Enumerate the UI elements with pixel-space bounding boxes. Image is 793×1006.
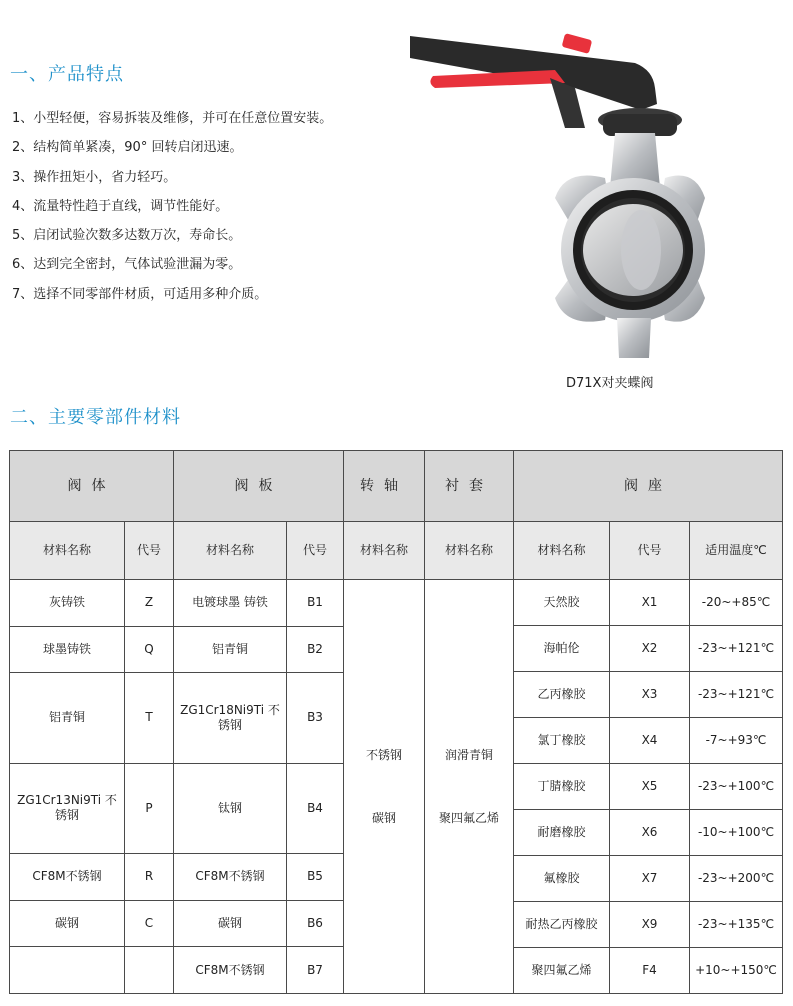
body-code: Z — [125, 580, 174, 627]
disc-code: B5 — [287, 854, 344, 901]
feature-item: 2、结构简单紧凑，90° 回转启闭迅速。 — [12, 140, 243, 156]
shaft-cell — [344, 580, 425, 994]
seat-temp: -20~+85℃ — [690, 580, 783, 626]
disc-code: B2 — [287, 626, 344, 673]
sub-header-name: 材料名称 — [10, 522, 125, 580]
seat-code: X3 — [610, 672, 690, 718]
feature-item: 3、操作扭矩小，省力轻巧。 — [12, 169, 177, 185]
seat-code: X1 — [610, 580, 690, 626]
seat-code: X6 — [610, 810, 690, 856]
body-name: ZG1Cr13Ni9Ti 不锈钢 — [10, 763, 125, 853]
materials-title: 二、主要零部件材料 — [10, 407, 181, 428]
seat-temp: -23~+135℃ — [690, 902, 783, 948]
disc-code: B7 — [287, 947, 344, 994]
seat-name: 聚四氟乙烯 — [514, 948, 610, 994]
bushing-material: 聚四氟乙烯 — [438, 811, 499, 825]
body-code: T — [125, 673, 174, 763]
seat-temp: -23~+121℃ — [690, 672, 783, 718]
seat-code: X5 — [610, 764, 690, 810]
disc-name: ZG1Cr18Ni9Ti 不锈钢 — [174, 673, 287, 763]
seat-code: F4 — [610, 948, 690, 994]
group-header-disc: 阀板 — [174, 451, 344, 522]
shaft-material: 碳钢 — [371, 811, 396, 825]
seat-temp: -23~+200℃ — [690, 856, 783, 902]
disc-code: B3 — [287, 673, 344, 763]
body-code: Q — [125, 626, 174, 673]
feature-item: 6、达到完全密封，气体试验泄漏为零。 — [12, 257, 242, 273]
sub-header-name: 材料名称 — [425, 522, 514, 580]
group-header-shaft: 转轴 — [344, 451, 425, 522]
feature-item: 4、流量特性趋于直线，调节性能好。 — [12, 198, 229, 214]
sub-header-name: 材料名称 — [344, 522, 425, 580]
seat-name: 耐热乙丙橡胶 — [514, 902, 610, 948]
butterfly-valve-image — [405, 28, 705, 368]
disc-name: 电镀球墨 铸铁 — [174, 580, 287, 627]
seat-name: 海帕伦 — [514, 626, 610, 672]
body-name: 碳钢 — [10, 900, 125, 947]
product-caption: D71X对夹蝶阀 — [566, 376, 654, 391]
disc-code: B4 — [287, 763, 344, 853]
feature-item: 1、小型轻便，容易拆装及维修，并可在任意位置安装。 — [12, 111, 333, 126]
body-code: C — [125, 900, 174, 947]
disc-name: 铝青铜 — [174, 626, 287, 673]
group-header-body: 阀体 — [10, 451, 174, 522]
sub-header-code: 代号 — [287, 522, 344, 580]
sub-header-name: 材料名称 — [174, 522, 287, 580]
sub-header-temp: 适用温度℃ — [705, 543, 767, 557]
disc-name: CF8M不锈钢 — [174, 854, 287, 901]
seat-name: 乙丙橡胶 — [514, 672, 610, 718]
bushing-material: 润滑青铜 — [444, 748, 493, 762]
disc-name: CF8M不锈钢 — [174, 947, 287, 994]
body-code — [125, 947, 174, 994]
disc-code: B1 — [287, 580, 344, 627]
body-name: 铝青铜 — [10, 673, 125, 763]
body-name — [10, 947, 125, 994]
group-header-seat: 阀座 — [514, 451, 783, 522]
disc-name: 钛钢 — [174, 763, 287, 853]
body-code: P — [125, 763, 174, 853]
seat-name: 氟橡胶 — [514, 856, 610, 902]
disc-code: B6 — [287, 900, 344, 947]
body-name: 球墨铸铁 — [10, 626, 125, 673]
seat-cell — [514, 580, 783, 994]
features-list — [12, 108, 332, 313]
seat-temp: -23~+121℃ — [690, 626, 783, 672]
body-name: CF8M不锈钢 — [10, 854, 125, 901]
seat-code: X4 — [610, 718, 690, 764]
sub-header-name: 材料名称 — [514, 522, 610, 579]
seat-temp: -10~+100℃ — [690, 810, 783, 856]
seat-code: X9 — [610, 902, 690, 948]
seat-table — [514, 580, 782, 993]
features-title: 一、产品特点 — [10, 64, 124, 85]
body-name: 灰铸铁 — [10, 580, 125, 627]
seat-temp: +10~+150℃ — [695, 963, 777, 977]
seat-name: 耐磨橡胶 — [514, 810, 610, 856]
sub-header-code: 代号 — [610, 522, 690, 579]
shaft-material: 不锈钢 — [365, 748, 402, 762]
disc-name: 碳钢 — [174, 900, 287, 947]
seat-code: X7 — [610, 856, 690, 902]
seat-name: 丁腈橡胶 — [514, 764, 610, 810]
sub-header-code: 代号 — [125, 522, 174, 580]
feature-item: 5、启闭试验次数多达数万次，寿命长。 — [12, 228, 242, 244]
seat-name: 天然胶 — [514, 580, 610, 626]
seat-name: 氯丁橡胶 — [514, 718, 610, 764]
seat-temp: -23~+100℃ — [690, 764, 783, 810]
seat-sub-header — [514, 522, 783, 580]
bushing-cell — [425, 580, 514, 994]
feature-item: 7、选择不同零部件材质，可适用多种介质。 — [12, 286, 268, 302]
materials-table — [9, 450, 783, 994]
group-header-bushing: 衬套 — [425, 451, 514, 522]
body-code: R — [125, 854, 174, 901]
seat-code: X2 — [610, 626, 690, 672]
seat-temp: -7~+93℃ — [690, 718, 783, 764]
